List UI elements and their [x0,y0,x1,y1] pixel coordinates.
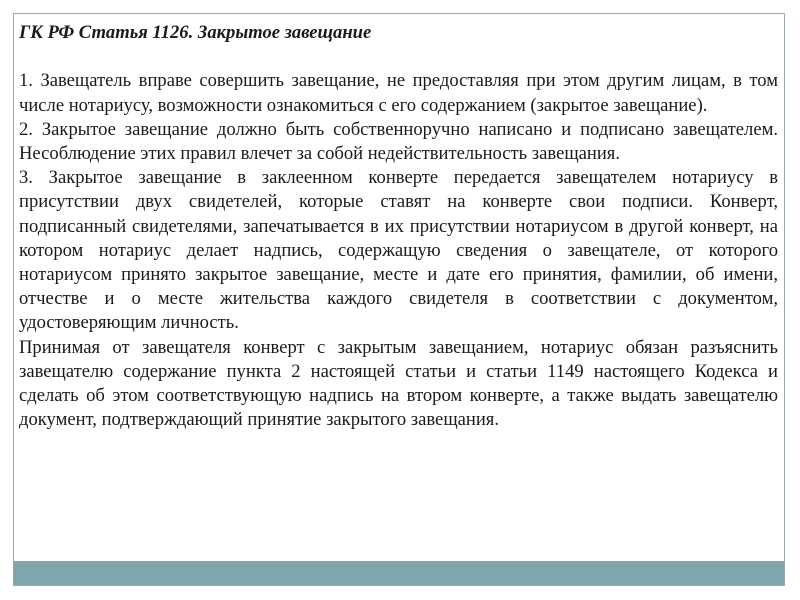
paragraph-3: 3. Закрытое завещание в заклеенном конверте передается завещателем нотариусу в присутствии двух свидетелей, которые ставят на конверте свои подписи. Конверт, подписанный свидетелями, запечатывается в их присутствии нотариусом в другой конверт, на котором нотариус делает надпись, содержащую сведения о завещателе, от которого нотариусом принято закрытое завещание, месте и дате его принятия, фамилии, об имени, отчестве и о месте жительства каждого свидетеля в соответствии с документом, удостоверяющим личность. [19,167,778,334]
spacer [19,45,778,69]
paragraph-2: 2. Закрытое завещание должно быть собственноручно написано и подписано завещателем. Несоблюдение этих правил влечет за собой недействительность завещания. [19,118,778,164]
paragraph-1: 1. Завещатель вправе совершить завещание, не предоставляя при этом другим лицам, в том числе нотариусу, возможности ознакомиться с его содержанием (закрытое завещание). [19,70,778,116]
document-content [19,21,778,432]
paragraph-4: Принимая от завещателя конверт с закрытым завещанием, нотариус обязан разъяснить завещателю содержание пункта 2 настоящей статьи и статьи 1149 настоящего Кодекса и сделать об этом соответствующую надпись на втором конверте, а также выдать завещателю документ, подтверждающий принятие закрытого завещания. [19,336,778,431]
article-title: ГК РФ Статья 1126. Закрытое завещание [19,22,372,43]
document-frame [13,13,785,586]
footer-bar [14,561,784,585]
